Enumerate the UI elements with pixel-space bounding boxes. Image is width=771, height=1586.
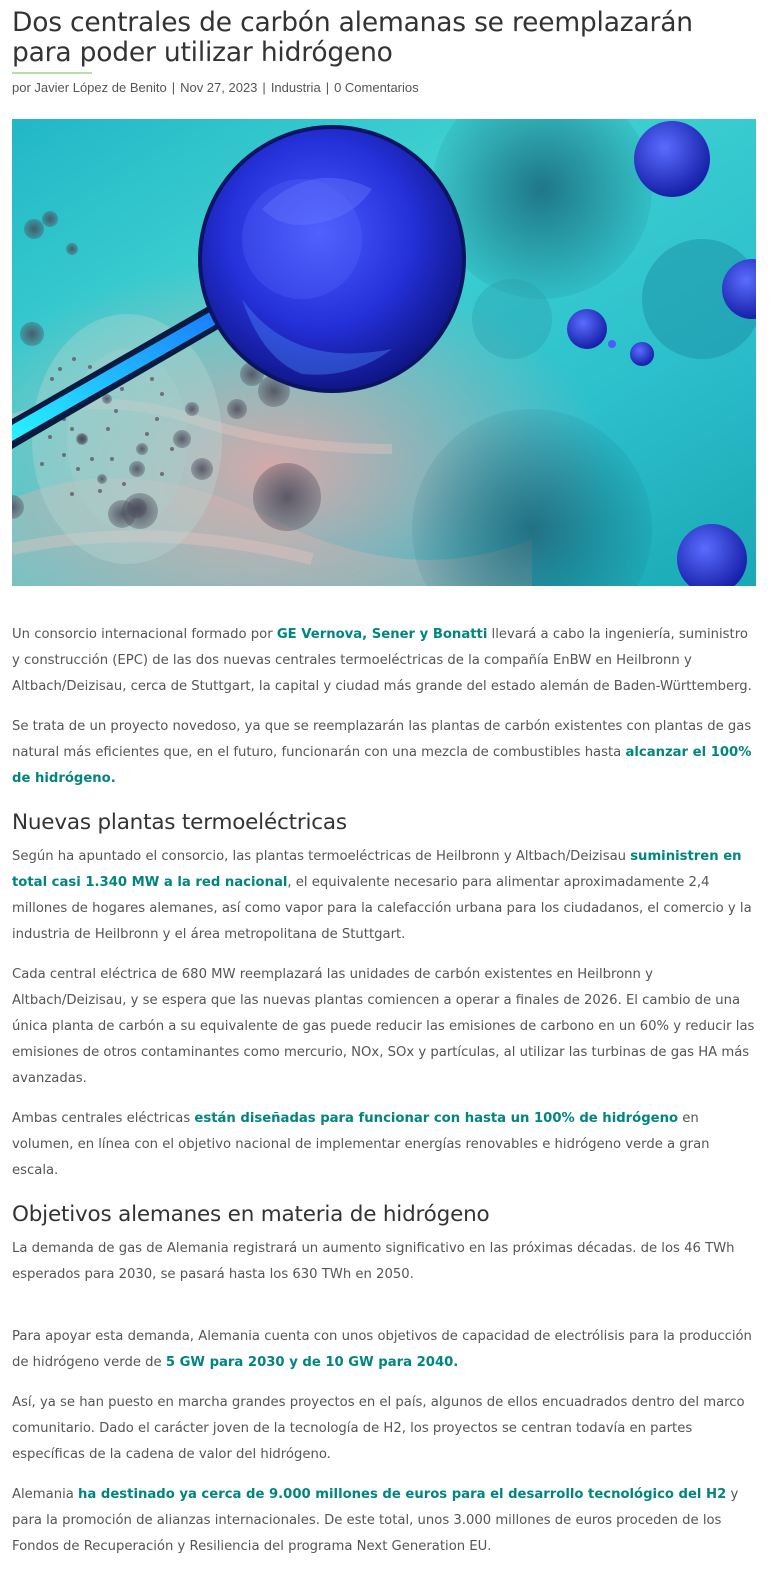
article-title: Dos centrales de carbón alemanas se reemplazarán para poder utilizar hidrógeno (12, 7, 693, 68)
category-link[interactable]: Industria (270, 80, 321, 95)
paragraph-text: llevará a cabo la ingeniería, suministro y construcción (EPC) de las dos nuevas centrales termoeléctricas de la compañía EnBW en Heilbronn y Altbach/Deizisau, cerca de Stuttgart, la capital y ciudad más grande del estado alemán de Baden-Württemberg. (12, 627, 752, 694)
highlight-link[interactable]: están diseñadas para funcionar con hasta un 100% de hidrógeno (194, 1111, 679, 1126)
paragraph (12, 844, 756, 948)
paragraph-text: en volumen, en línea con el objetivo nacional de implementar energías renovables e hidrógeno verde a gran escala. (12, 1111, 710, 1178)
paragraph-text: Un consorcio internacional formado por (12, 627, 277, 642)
post-date: Nov 27, 2023 (180, 80, 258, 95)
paragraph-text: , el equivalente necesario para alimentar aproximadamente 2,4 millones de hogares alemanes, así como vapor para la calefacción urbana para los ciudadanos, el comercio y la industria de Heilbronn y el área metropolitana de Stuttgart. (12, 875, 752, 942)
highlight-link[interactable]: ha destinado ya cerca de 9.000 millones de euros para el desarrollo tecnológico del H2 (78, 1487, 727, 1502)
meta-by: por (12, 80, 31, 95)
highlight-link[interactable]: suministren en total casi 1.340 MW a la red nacional (12, 849, 742, 890)
title-underline (12, 72, 92, 74)
paragraph-text: Para apoyar esta demanda, Alemania cuenta con unos objetivos de capacidad de electrólisis para la producción de hidrógeno verde de (12, 1329, 752, 1370)
paragraph (12, 714, 756, 792)
paragraph (12, 1482, 756, 1560)
author-link[interactable]: Javier López de Benito (34, 80, 167, 95)
paragraph (12, 1324, 756, 1376)
meta-separator: | (325, 80, 330, 95)
paragraph-text: Se trata de un proyecto novedoso, ya que se reemplazarán las plantas de carbón existentes con plantas de gas natural más eficientes que, en el futuro, funcionarán con una mezcla de combustibles hasta (12, 719, 752, 760)
meta-separator: | (171, 80, 176, 95)
meta-separator: | (262, 80, 266, 95)
post-meta (12, 79, 756, 97)
paragraph: La demanda de gas de Alemania registrará un aumento significativo en las próximas décadas. de los 46 TWh esperados para 2030, se pasará hasta los 630 TWh en 2050. (12, 1241, 735, 1282)
paragraph (12, 1106, 756, 1184)
paragraph-text: Alemania (12, 1487, 79, 1502)
highlight-link[interactable]: 5 GW para 2030 y de 10 GW para 2040. (165, 1355, 459, 1370)
paragraph: Así, ya se han puesto en marcha grandes proyectos en el país, algunos de ellos encuadrados dentro del marco comunitario. Dado el carácter joven de la tecnología de H2, los proyectos se centran todavía en partes específicas de la cadena de valor del hidrógeno. (12, 1395, 745, 1462)
highlight-link[interactable]: GE Vernova, Sener y Bonatti (276, 627, 488, 642)
section-heading: Nuevas plantas termoeléctricas (12, 810, 347, 835)
paragraph-text: Ambas centrales eléctricas (12, 1111, 195, 1126)
paragraph: Cada central eléctrica de 680 MW reemplazará las unidades de carbón existentes en Heilbronn y Altbach/Deizisau, y se espera que las nuevas plantas comiencen a operar a finales de 2026. El cambio de una única planta de carbón a su equivalente de gas puede reducir las emisiones de carbono en un 60% y reducir las emisiones de otros contaminantes como mercurio, NOx, SOx y partículas, al utilizar las turbinas de gas HA más avanzadas. (12, 967, 755, 1086)
paragraph-text: y para la promoción de alianzas internacionales. De este total, unos 3.000 millones de euros proceden de los Fondos de Recuperación y Resiliencia del programa Next Generation EU. (12, 1487, 739, 1554)
paragraph (12, 622, 756, 700)
section-heading: Objetivos alemanes en materia de hidrógeno (12, 1202, 490, 1227)
hero-image (12, 119, 756, 586)
article-body (12, 622, 756, 1560)
paragraph-text: Según ha apuntado el consorcio, las plantas termoeléctricas de Heilbronn y Altbach/Deizisau (12, 849, 631, 864)
comments-link[interactable]: 0 Comentarios (334, 80, 419, 95)
article (12, 8, 756, 1560)
highlight-link[interactable]: alcanzar el 100% de hidrógeno. (12, 745, 752, 786)
